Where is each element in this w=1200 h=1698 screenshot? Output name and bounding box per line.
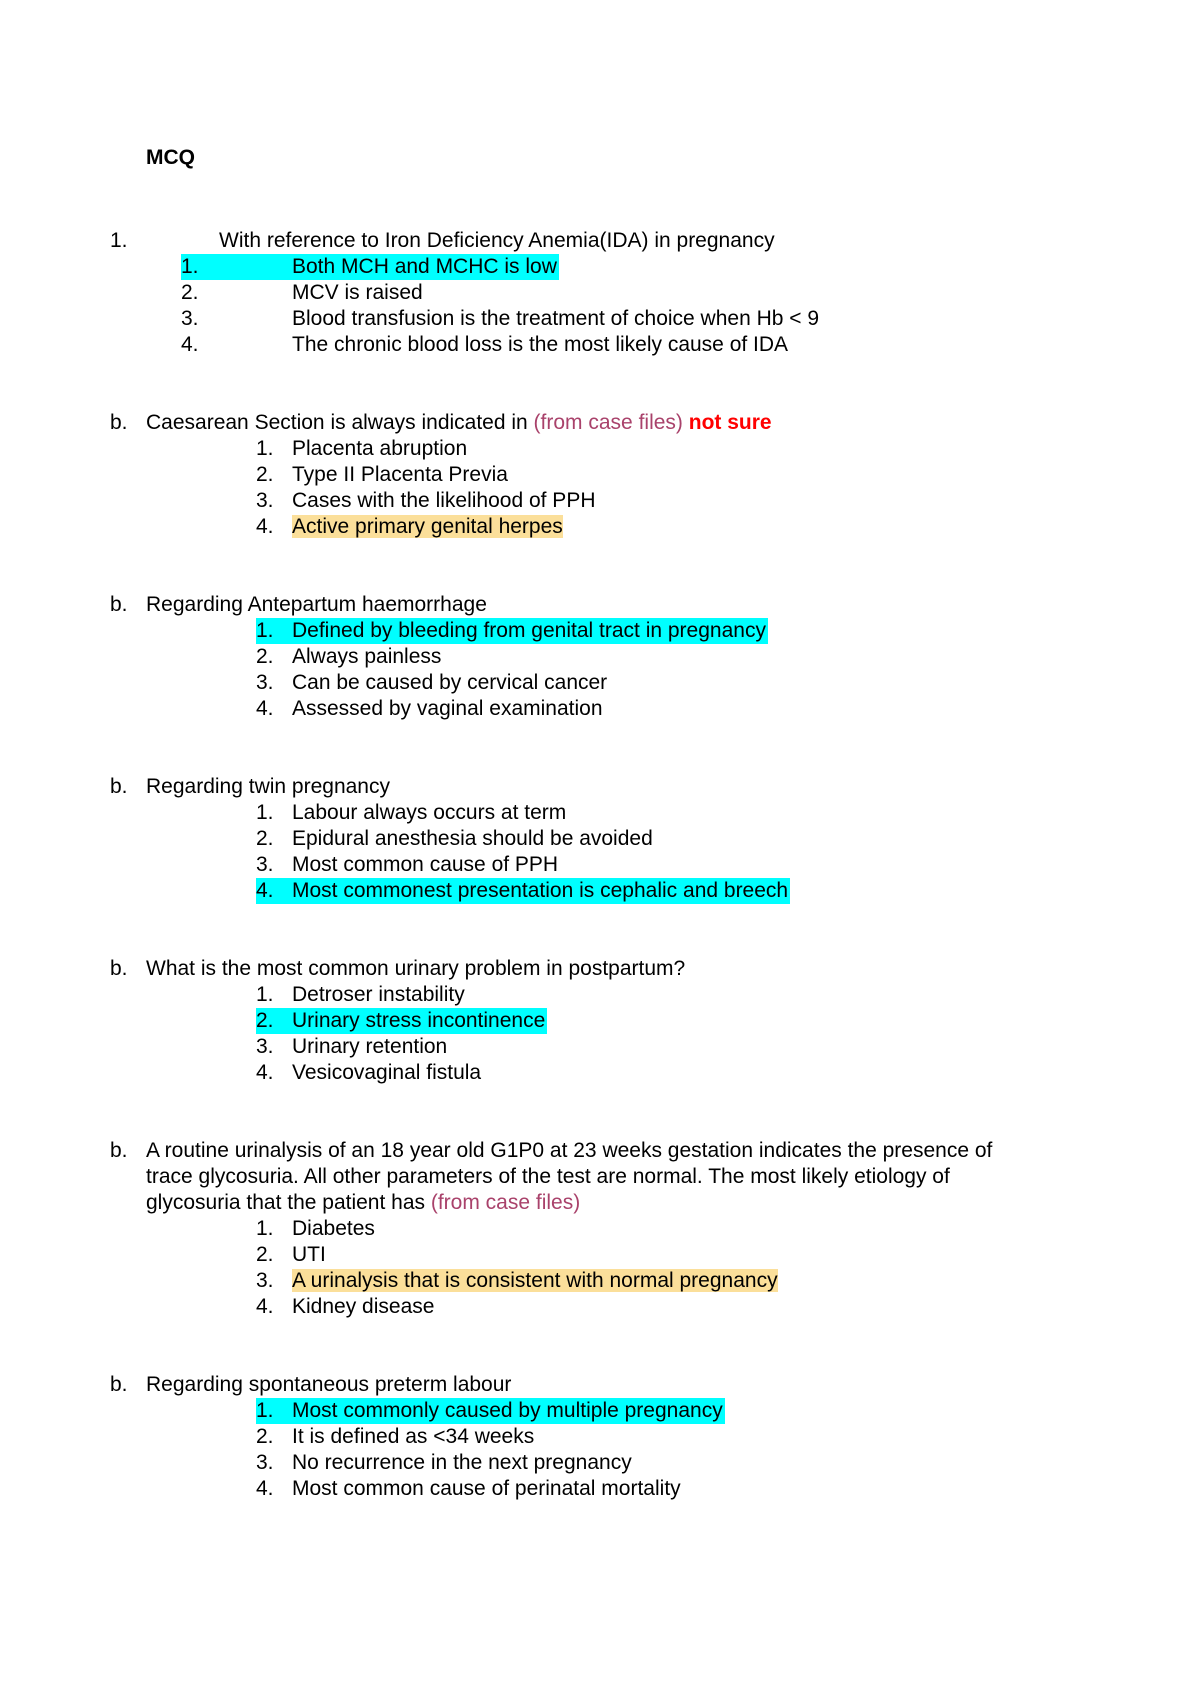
option-number: 3.	[256, 1269, 274, 1292]
option-row	[256, 1268, 778, 1294]
option-number: 4.	[256, 515, 274, 538]
option-row	[256, 670, 607, 696]
option-text: Urinary retention	[292, 1035, 448, 1058]
option-text: Kidney disease	[292, 1295, 435, 1318]
option-number: 4.	[256, 1477, 274, 1500]
option-text: Most common cause of perinatal mortality	[292, 1477, 681, 1500]
option-row	[256, 1424, 534, 1450]
option-text: Assessed by vaginal examination	[292, 697, 603, 720]
option-row	[256, 800, 566, 826]
option-text: Both MCH and MCHC is low	[292, 255, 557, 278]
option-row	[256, 1034, 447, 1060]
question-stem	[146, 410, 772, 436]
option-row	[256, 826, 653, 852]
option-text: Defined by bleeding from genital tract in pregnancy	[292, 619, 766, 642]
question-marker: 1.	[110, 229, 128, 252]
question-stem-line: trace glycosuria. All other parameters of the test are normal. The most likely etiology of	[146, 1165, 950, 1188]
option-number: 2.	[256, 463, 274, 486]
option-row	[256, 1216, 375, 1242]
option-text: The chronic blood loss is the most likely cause of IDA	[292, 333, 789, 356]
option-text: Most commonest presentation is cephalic and breech	[292, 879, 789, 902]
option-row	[256, 1398, 725, 1424]
option-number: 2.	[181, 281, 199, 304]
question-stem: Regarding twin pregnancy	[146, 775, 390, 798]
option-number: 4.	[256, 697, 274, 720]
option-row	[256, 1242, 326, 1268]
option-text: Epidural anesthesia should be avoided	[292, 827, 653, 850]
option-row	[181, 280, 423, 306]
option-row	[181, 254, 559, 280]
stem-text: Caesarean Section is always indicated in	[146, 411, 534, 434]
option-number: 1.	[181, 255, 199, 278]
option-number: 1.	[256, 1217, 274, 1240]
option-text: Active primary genital herpes	[292, 515, 563, 538]
option-row	[256, 514, 563, 540]
page-title: MCQ	[146, 146, 195, 169]
option-text: Blood transfusion is the treatment of choice when Hb < 9	[292, 307, 820, 330]
option-number: 3.	[256, 1451, 274, 1474]
option-row	[256, 1450, 632, 1476]
option-row	[256, 982, 465, 1008]
option-number: 3.	[256, 489, 274, 512]
question-stem: What is the most common urinary problem in postpartum?	[146, 957, 686, 980]
question-marker: b.	[110, 593, 128, 616]
question-stem: Regarding spontaneous preterm labour	[146, 1373, 512, 1396]
option-text: Can be caused by cervical cancer	[292, 671, 608, 694]
option-text: MCV is raised	[292, 281, 423, 304]
option-text: Type II Placenta Previa	[292, 463, 508, 486]
option-number: 3.	[256, 671, 274, 694]
option-text: A urinalysis that is consistent with normal pregnancy	[292, 1269, 778, 1292]
option-row	[256, 1008, 547, 1034]
option-text: It is defined as <34 weeks	[292, 1425, 535, 1448]
option-text: UTI	[292, 1243, 326, 1266]
option-row	[181, 332, 788, 358]
option-row	[256, 488, 596, 514]
source-note: (from case files)	[533, 411, 683, 434]
option-number: 4.	[256, 1061, 274, 1084]
option-number: 3.	[256, 1035, 274, 1058]
option-row	[256, 618, 768, 644]
question-stem-line: A routine urinalysis of an 18 year old G1P0 at 23 weeks gestation indicates the presence of	[146, 1139, 993, 1162]
option-number: 1.	[256, 437, 274, 460]
question-stem-line	[146, 1190, 580, 1216]
question-marker: b.	[110, 1373, 128, 1396]
option-number: 3.	[181, 307, 199, 330]
option-text: Vesicovaginal fistula	[292, 1061, 482, 1084]
option-text: Most commonly caused by multiple pregnancy	[292, 1399, 723, 1422]
option-number: 1.	[256, 801, 274, 824]
option-row	[256, 462, 508, 488]
option-number: 2.	[256, 1009, 274, 1032]
option-text: Urinary stress incontinence	[292, 1009, 546, 1032]
question-stem: With reference to Iron Deficiency Anemia(IDA) in pregnancy	[219, 229, 775, 252]
option-number: 4.	[181, 333, 199, 356]
question-marker: b.	[110, 411, 128, 434]
option-row	[256, 1294, 434, 1320]
option-number: 2.	[256, 645, 274, 668]
option-text: Detroser instability	[292, 983, 465, 1006]
option-row	[256, 878, 790, 904]
question-marker: b.	[110, 957, 128, 980]
option-text: Labour always occurs at term	[292, 801, 567, 824]
option-text: Cases with the likelihood of PPH	[292, 489, 596, 512]
option-row	[256, 1476, 681, 1502]
option-number: 4.	[256, 879, 274, 902]
question-stem: Regarding Antepartum haemorrhage	[146, 593, 487, 616]
option-row	[256, 852, 558, 878]
option-number: 2.	[256, 827, 274, 850]
option-number: 2.	[256, 1243, 274, 1266]
option-text: Placenta abruption	[292, 437, 468, 460]
question-marker: b.	[110, 775, 128, 798]
option-number: 1.	[256, 983, 274, 1006]
option-row	[256, 1060, 481, 1086]
option-number: 1.	[256, 619, 274, 642]
option-text: Most common cause of PPH	[292, 853, 559, 876]
option-row	[256, 696, 603, 722]
option-number: 4.	[256, 1295, 274, 1318]
option-row	[256, 644, 441, 670]
source-note: (from case files)	[430, 1191, 581, 1214]
option-row	[181, 306, 819, 332]
option-number: 3.	[256, 853, 274, 876]
option-text: Diabetes	[292, 1217, 375, 1240]
uncertainty-note: not sure	[688, 411, 772, 434]
option-number: 1.	[256, 1399, 274, 1422]
question-marker: b.	[110, 1139, 128, 1162]
option-text: No recurrence in the next pregnancy	[292, 1451, 632, 1474]
option-text: Always painless	[292, 645, 442, 668]
option-number: 2.	[256, 1425, 274, 1448]
option-row	[256, 436, 467, 462]
stem-text: glycosuria that the patient has	[146, 1191, 431, 1214]
